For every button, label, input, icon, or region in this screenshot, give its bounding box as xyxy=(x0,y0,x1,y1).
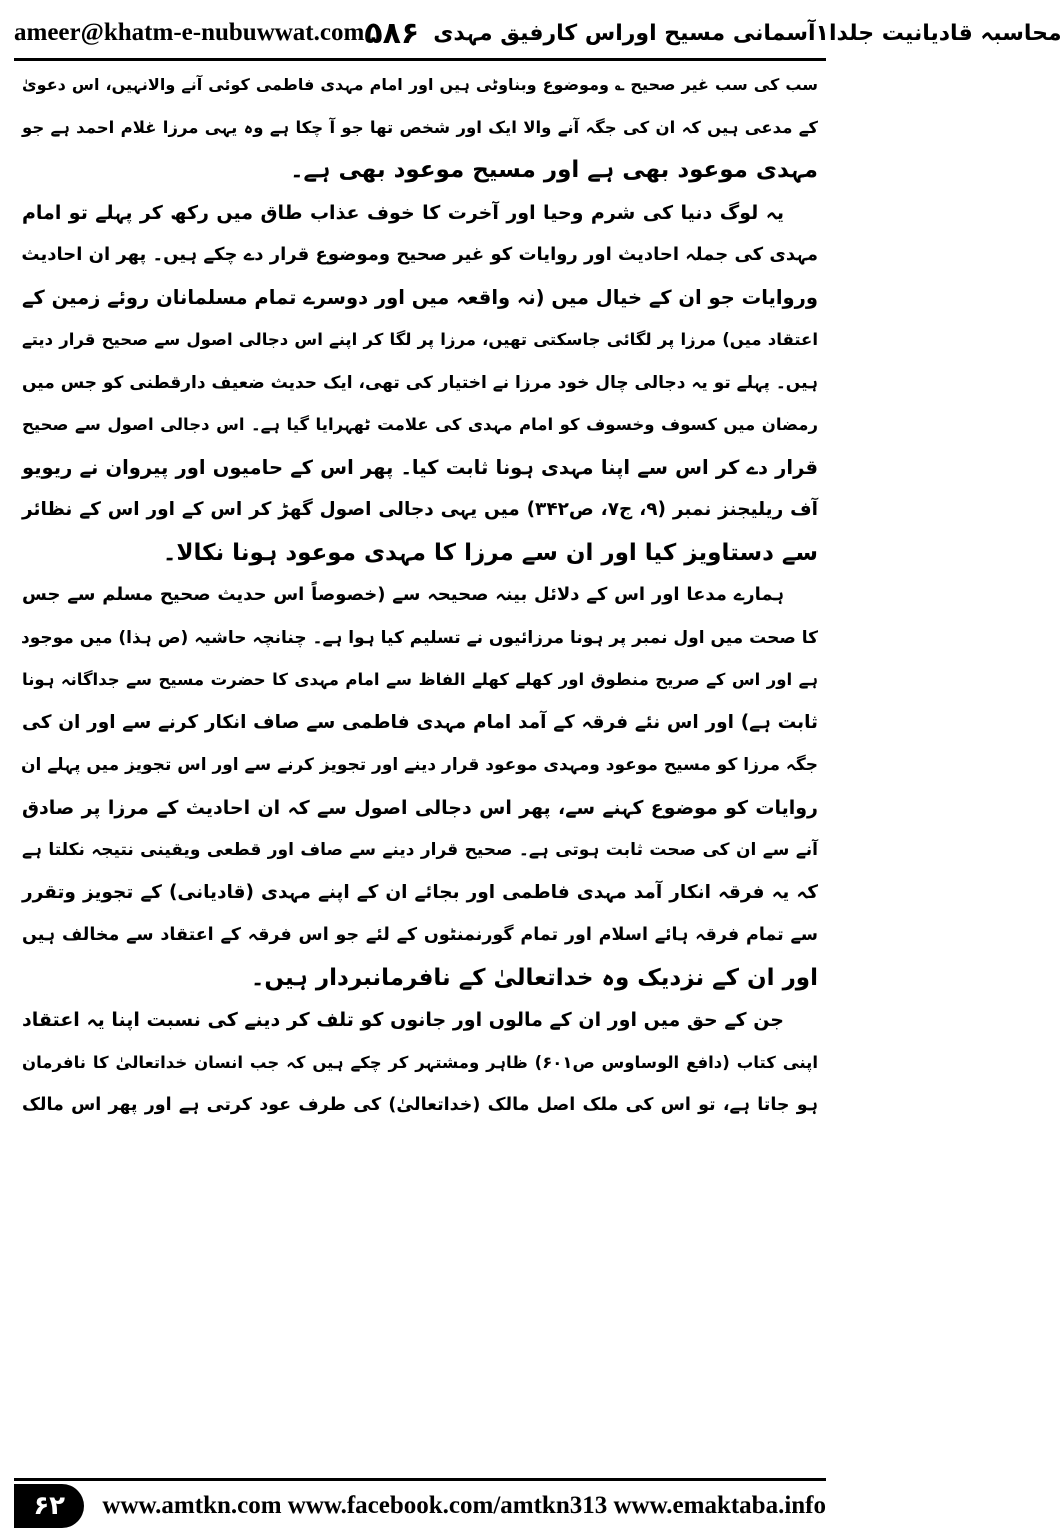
page-header xyxy=(14,8,1062,61)
footer-links: www.amtkn.com www.facebook.com/amtkn313 www.emaktaba.info xyxy=(102,1492,826,1519)
footer-page-number: ۶۲ xyxy=(14,1484,84,1528)
text-line: ہو جاتا ہے، تو اس کی ملک اصل مالک (خداتعالیٰ) کی طرف عود کرتی ہے اور پھر اس مالک xyxy=(22,1095,818,1115)
text-line: جگہ مرزا کو مسیح موعود ومہدی موعود قرار دینے اور تجویز کرنے سے اور اس تجویز میں پہلے ان xyxy=(20,755,818,775)
text-line: ثابت ہے) اور اس نئے فرقہ کے آمد امام مہدی فاطمی سے صاف انکار کرنے سے اور ان کی xyxy=(22,711,818,733)
header-title-group xyxy=(364,16,1061,51)
text-line: ہمارے مدعا اور اس کے دلائل بینہ صحیحہ سے (خصوصاً اس حدیث صحیح مسلم سے جس xyxy=(22,584,784,605)
text-line: آنے سے ان کی صحت ثابت ہوتی ہے۔ صحیح قرار دینے سے صاف اور قطعی ویقینی نتیجہ نکلتا ہے xyxy=(22,840,818,860)
text-line: رمضان میں کسوف وخسوف کو امام مہدی کی علامت ٹھہرایا گیا ہے۔ اس دجالی اصول سے صحیح xyxy=(22,415,818,434)
text-line: سب کی سب غیر صحیح ؎ وموضوع وبناوٹی ہیں اور امام مہدی فاطمی کوئی آنے والانہیں، اس دعویٰ xyxy=(22,75,818,94)
body-text xyxy=(22,64,818,1454)
text-line: آف ریلیجنز نمبر (۹، ج۷، ص۳۴۲) میں یہی دجالی اصول گھڑ کر اس کے اور اس کے نظائر xyxy=(22,499,818,520)
text-line: مہدی موعود بھی ہے اور مسیح موعود بھی ہے۔ xyxy=(290,157,818,183)
text-line: اور ان کے نزدیک وہ خداتعالیٰ کے نافرمانبردار ہیں۔ xyxy=(250,964,818,991)
text-line: اعتقاد میں) مرزا پر لگائی جاسکتی تھیں، مرزا پر لگا کر اپنے اس دجالی اصول سے صحیح قرار دیتے xyxy=(22,330,818,349)
text-line: روایات کو موضوع کہنے سے، پھر اس دجالی اصول سے کہ ان احادیث کے مرزا پر صادق xyxy=(22,796,818,819)
text-line: سے تمام فرقہ ہائے اسلام اور تمام گورنمنٹوں کے لئے جو اس فرقہ کے اعتقاد سے مخالف ہیں xyxy=(22,925,818,945)
page-footer xyxy=(14,1478,826,1531)
header-page-number: ۵۸۶ xyxy=(364,15,420,51)
header-title: محاسبہ قادیانیت جلدا۱آسمانی مسیح اوراس کارفیق مہدی xyxy=(433,20,1062,46)
header-email: ameer@khatm-e-nubuwwat.com xyxy=(14,19,365,46)
text-line: کہ یہ فرقہ انکار آمد مہدی فاطمی اور بجائے ان کے اپنے مہدی (قادیانی) کے تجویز وتقرر xyxy=(22,881,818,903)
text-line: وروایات جو ان کے خیال میں (نہ واقعہ میں اور دوسرے تمام مسلمانان روئے زمین کے xyxy=(22,285,818,309)
text-line: ہیں۔ پہلے تو یہ دجالی چال خود مرزا نے اختیار کی تھی، ایک حدیث ضعیف دارقطنی کو جس میں xyxy=(22,372,818,393)
text-line: جن کے حق میں اور ان کے مالوں اور جانوں کو تلف کر دینے کی نسبت اپنا یہ اعتقاد xyxy=(22,1009,784,1031)
text-line: مہدی کی جملہ احادیث اور روایات کو غیر صحیح وموضوع قرار دے چکے ہیں۔ پھر ان احادیث xyxy=(21,244,818,265)
text-line: یہ لوگ دنیا کی شرم وحیا اور آخرت کا خوف عذاب طاق میں رکھ کر پہلے تو امام xyxy=(22,201,784,224)
text-line: کے مدعی ہیں کہ ان کی جگہ آنے والا ایک اور شخص تھا جو آ چکا ہے وہ یہی مرزا غلام احمد ہے جو xyxy=(22,117,818,137)
text-line: ہے اور اس کے صریح منطوق اور کھلے کھلے الفاظ سے امام مہدی کا حضرت مسیح سے جداگانہ ہونا xyxy=(22,670,818,689)
text-line: اپنی کتاب (دافع الوساوس ص۶۰۱) ظاہر ومشتہر کر چکے ہیں کہ جب انسان خداتعالیٰ کا نافرمان xyxy=(22,1052,818,1072)
text-line: کا صحت میں اول نمبر پر ہونا مرزائیوں نے تسلیم کیا ہوا ہے۔ چنانچہ حاشیہ (ص ہذا) میں موجود xyxy=(20,627,818,648)
text-line: سے دستاویز کیا اور ان سے مرزا کا مہدی موعود ہونا نکالا۔ xyxy=(162,539,818,566)
text-line: قرار دے کر اس سے اپنا مہدی ہونا ثابت کیا۔ پھر اس کے حامیوں اور پیروان نے ریویو xyxy=(22,455,818,479)
